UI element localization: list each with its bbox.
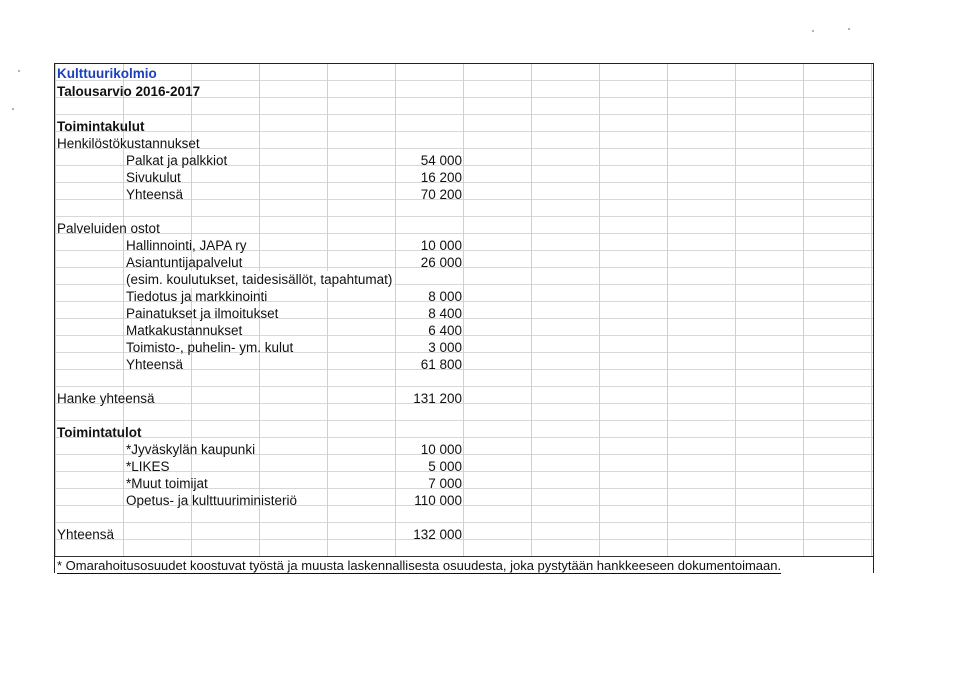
income-item-value: 110 000 [414, 493, 462, 508]
budget-sheet [54, 63, 874, 573]
services-item-value: 6 400 [428, 323, 462, 338]
income-heading: Toimintatulot [57, 425, 142, 440]
income-item-value: 5 000 [428, 459, 462, 474]
services-item-label: Matkakustannukset [126, 323, 243, 338]
services-item-value: 10 000 [420, 238, 462, 253]
services-label: Palveluiden ostot [57, 221, 160, 236]
costs-heading: Toimintakulut [57, 119, 145, 134]
services-item-value: 26 000 [420, 255, 462, 270]
income-item-label: *Jyväskylän kaupunki [126, 442, 256, 457]
services-item-label: Painatukset ja ilmoitukset [126, 306, 279, 321]
scan-speck [18, 70, 20, 72]
personnel-label: Henkilöstökustannukset [57, 136, 200, 151]
services-item-value: 8 000 [428, 289, 462, 304]
footnote [55, 556, 873, 573]
services-total-value: 61 800 [420, 357, 462, 372]
income-item-value: 10 000 [420, 442, 462, 457]
scan-speck [12, 108, 14, 110]
services-note: (esim. koulutukset, taidesisällöt, tapahtumat) [126, 272, 393, 287]
scan-speck [848, 28, 850, 30]
personnel-item-label: Sivukulut [126, 170, 181, 185]
personnel-total-label: Yhteensä [126, 187, 184, 202]
scan-speck [812, 30, 814, 32]
services-item-label: Asiantuntijapalvelut [126, 255, 243, 270]
income-total-value: 132 000 [413, 527, 462, 542]
org-name: Kulttuurikolmio [57, 66, 157, 81]
personnel-item-value: 16 200 [420, 170, 462, 185]
project-total-value: 131 200 [413, 391, 462, 406]
services-item-label: Hallinnointi, JAPA ry [126, 238, 247, 253]
services-item-label: Toimisto-, puhelin- ym. kulut [126, 340, 294, 355]
income-item-label: *Muut toimijat [126, 476, 208, 491]
personnel-total-value: 70 200 [420, 187, 462, 202]
services-item-label: Tiedotus ja markkinointi [126, 289, 268, 304]
income-item-label: Opetus- ja kulttuuriministeriö [126, 493, 298, 508]
project-total-label: Hanke yhteensä [57, 391, 155, 406]
personnel-item-label: Palkat ja palkkiot [126, 153, 228, 168]
services-item-value: 8 400 [428, 306, 462, 321]
services-item-value: 3 000 [428, 340, 462, 355]
footnote-text: * Omarahoitusosuudet koostuvat työstä ja muusta laskennallisesta osuudesta, joka pystytään hankkeeseen dokumentoimaan. [57, 558, 782, 573]
income-total-label: Yhteensä [57, 527, 115, 542]
income-item-label: *LIKES [126, 459, 170, 474]
services-total-label: Yhteensä [126, 357, 184, 372]
personnel-item-value: 54 000 [420, 153, 462, 168]
income-item-value: 7 000 [428, 476, 462, 491]
budget-title: Talousarvio 2016-2017 [57, 84, 201, 99]
